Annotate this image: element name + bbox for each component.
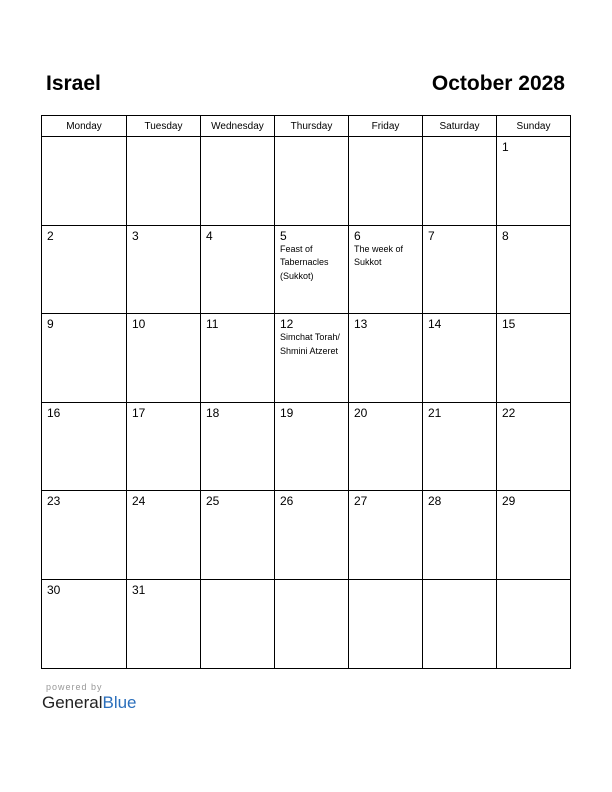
week-row	[42, 225, 571, 314]
day-cell	[42, 579, 127, 668]
weekday-header: Tuesday	[127, 116, 201, 137]
day-cell	[42, 137, 127, 226]
country-title: Israel	[46, 72, 101, 95]
powered-by-label: powered by	[46, 682, 103, 692]
day-cell	[423, 491, 497, 580]
generalblue-logo[interactable]	[42, 693, 137, 713]
day-cell	[42, 402, 127, 491]
day-cell	[127, 225, 201, 314]
day-cell	[127, 579, 201, 668]
month-title: October 2028	[431, 72, 565, 95]
day-cell	[127, 402, 201, 491]
day-cell	[497, 402, 571, 491]
day-cell	[497, 225, 571, 314]
day-number: 10	[132, 317, 146, 332]
day-cell	[127, 137, 201, 226]
day-cell	[42, 491, 127, 580]
day-number: 24	[132, 494, 146, 509]
day-cell	[423, 314, 497, 403]
day-number: 8	[502, 228, 509, 243]
day-number: 29	[502, 494, 516, 509]
weekday-header: Wednesday	[201, 116, 275, 137]
day-number: 16	[47, 405, 61, 420]
day-number: 7	[428, 228, 435, 243]
day-cell	[423, 579, 497, 668]
day-number: 5	[280, 228, 287, 243]
holiday-label: The week of Sukkot	[354, 243, 404, 268]
day-number: 17	[132, 405, 146, 420]
day-number: 15	[502, 317, 516, 332]
day-number: 31	[132, 582, 146, 597]
day-cell	[275, 137, 349, 226]
day-cell	[201, 491, 275, 580]
day-number: 28	[428, 494, 442, 509]
day-number: 1	[502, 140, 509, 154]
day-number: 9	[47, 317, 54, 332]
day-cell	[275, 491, 349, 580]
day-cell	[42, 225, 127, 314]
day-number: 21	[428, 405, 442, 420]
week-row	[42, 579, 571, 668]
day-cell	[201, 579, 275, 668]
day-number: 19	[280, 405, 294, 420]
day-cell	[275, 225, 349, 314]
day-cell	[423, 137, 497, 226]
day-cell	[497, 579, 571, 668]
day-cell	[349, 225, 423, 314]
week-row	[42, 491, 571, 580]
brand-blue: Blue	[102, 693, 137, 712]
day-number: 13	[354, 317, 368, 332]
brand-general: General	[42, 693, 103, 712]
day-cell	[201, 137, 275, 226]
day-number: 11	[206, 317, 219, 332]
weekday-header: Saturday	[423, 116, 497, 137]
day-number: 18	[206, 405, 220, 420]
day-cell	[275, 314, 349, 403]
day-number: 30	[47, 582, 61, 597]
day-number: 3	[132, 228, 139, 243]
week-row	[42, 137, 571, 226]
day-number: 6	[354, 228, 361, 243]
day-cell	[42, 314, 127, 403]
day-number: 26	[280, 494, 294, 509]
day-cell	[201, 402, 275, 491]
day-cell	[127, 314, 201, 403]
day-cell	[201, 225, 275, 314]
day-cell	[497, 491, 571, 580]
weekday-header: Friday	[349, 116, 423, 137]
holiday-label: Simchat Torah/ Shmini Atzeret	[280, 332, 340, 356]
day-cell	[127, 491, 201, 580]
day-number: 22	[502, 405, 516, 420]
day-number: 14	[428, 317, 442, 332]
day-cell	[497, 314, 571, 403]
day-number: 25	[206, 494, 220, 509]
day-cell	[349, 314, 423, 403]
day-cell	[423, 402, 497, 491]
day-number: 12	[280, 317, 294, 332]
week-row	[42, 402, 571, 491]
day-cell	[349, 137, 423, 226]
day-number: 23	[47, 494, 61, 509]
weekday-header: Monday	[42, 116, 127, 137]
week-row	[42, 314, 571, 403]
day-number: 20	[354, 405, 368, 420]
holiday-label: Feast of Tabernacles (Sukkot)	[280, 243, 329, 281]
calendar-grid	[41, 115, 571, 669]
day-number: 4	[206, 228, 213, 243]
weekday-header: Thursday	[275, 116, 349, 137]
day-cell	[275, 402, 349, 491]
day-cell	[423, 225, 497, 314]
day-cell	[349, 579, 423, 668]
weekday-header-row	[42, 116, 571, 137]
day-number: 2	[47, 228, 54, 243]
day-cell	[275, 579, 349, 668]
day-cell	[201, 314, 275, 403]
day-cell	[349, 491, 423, 580]
weekday-header: Sunday	[497, 116, 571, 137]
day-number: 27	[354, 494, 368, 509]
day-cell	[497, 137, 571, 226]
day-cell	[349, 402, 423, 491]
